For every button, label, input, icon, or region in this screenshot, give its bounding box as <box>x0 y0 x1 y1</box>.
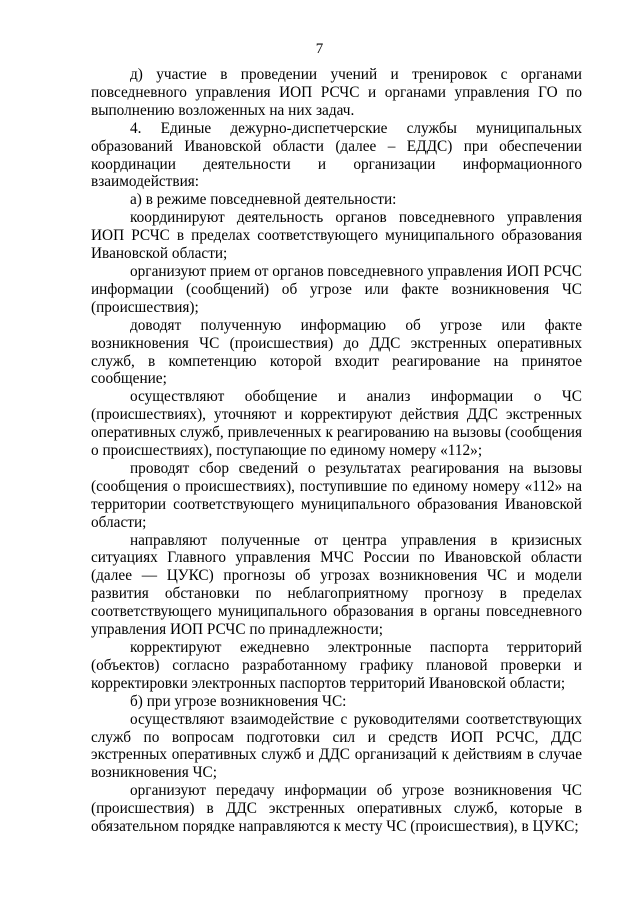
paragraph-subsection-b: б) при угрозе возникновения ЧС: <box>130 692 347 710</box>
paragraph-section-4: 4. Единые дежурно-диспетчерские службы муниципальных образований Ивановской области (далее – ЕДДС) при обеспечении координации деятельности и организации информационного взаимодействия: <box>91 119 582 191</box>
paragraph: корректируют ежедневно электронные паспорта территорий (объектов) согласно разработанному графику плановой проверки и корректировки электронных паспортов территорий Ивановской области; <box>91 639 582 692</box>
paragraph-item-d: д) участие в проведении учений и тренировок с органами повседневного управления ИОП РСЧС и органами управления ГО по выполнению возложенных на них задач. <box>91 66 582 119</box>
paragraph: направляют полученные от центра управления в кризисных ситуациях Главного управления МЧС России по Ивановской области (далее — ЦУКС) прогнозы об угрозах возникновения ЧС и модели развития обстановки по неблагоприятному прогнозу в пределах соответствующего муниципального образования в органы повседневного управления ИОП РСЧС по принадлежности; <box>91 531 582 639</box>
paragraph: осуществляют взаимодействие с руководителями соответствующих служб по вопросам подготовки сил и средств ИОП РСЧС, ДДС экстренных оперативных служб и ДДС организаций к действиям в случае возникновения ЧС; <box>91 710 582 782</box>
paragraph-subsection-a: а) в режиме повседневной деятельности: <box>130 191 397 209</box>
paragraph: проводят сбор сведений о результатах реагирования на вызовы (сообщения о происшествиях), поступившие по единому номеру «112» на территории соответствующего муниципального образования Ивановской области; <box>91 459 582 531</box>
paragraph: координируют деятельность органов повседневного управления ИОП РСЧС в пределах соответствующего муниципального образования Ивановской области; <box>91 209 582 263</box>
page-number: 7 <box>315 41 324 57</box>
paragraph: доводят полученную информацию об угрозе или факте возникновения ЧС (происшествия) до ДДС экстренных оперативных служб, в компетенцию которой входит реагирование на принятое сообщение; <box>91 316 582 388</box>
paragraph: организуют прием от органов повседневного управления ИОП РСЧС информации (сообщений) об угрозе или факте возникновения ЧС (происшествия); <box>91 262 582 316</box>
paragraph: осуществляют обобщение и анализ информации о ЧС (происшествиях), уточняют и корректируют действия ДДС экстренных оперативных служб, привлеченных к реагированию на вызовы (сообщения о происшествиях), поступающие по единому номеру «112»; <box>91 388 582 460</box>
document-body <box>91 66 582 836</box>
paragraph: организуют передачу информации об угрозе возникновения ЧС (происшествия) в ДДС экстренных оперативных служб, которые в обязательном порядке направляются к месту ЧС (происшествия), в ЦУКС; <box>91 782 582 836</box>
